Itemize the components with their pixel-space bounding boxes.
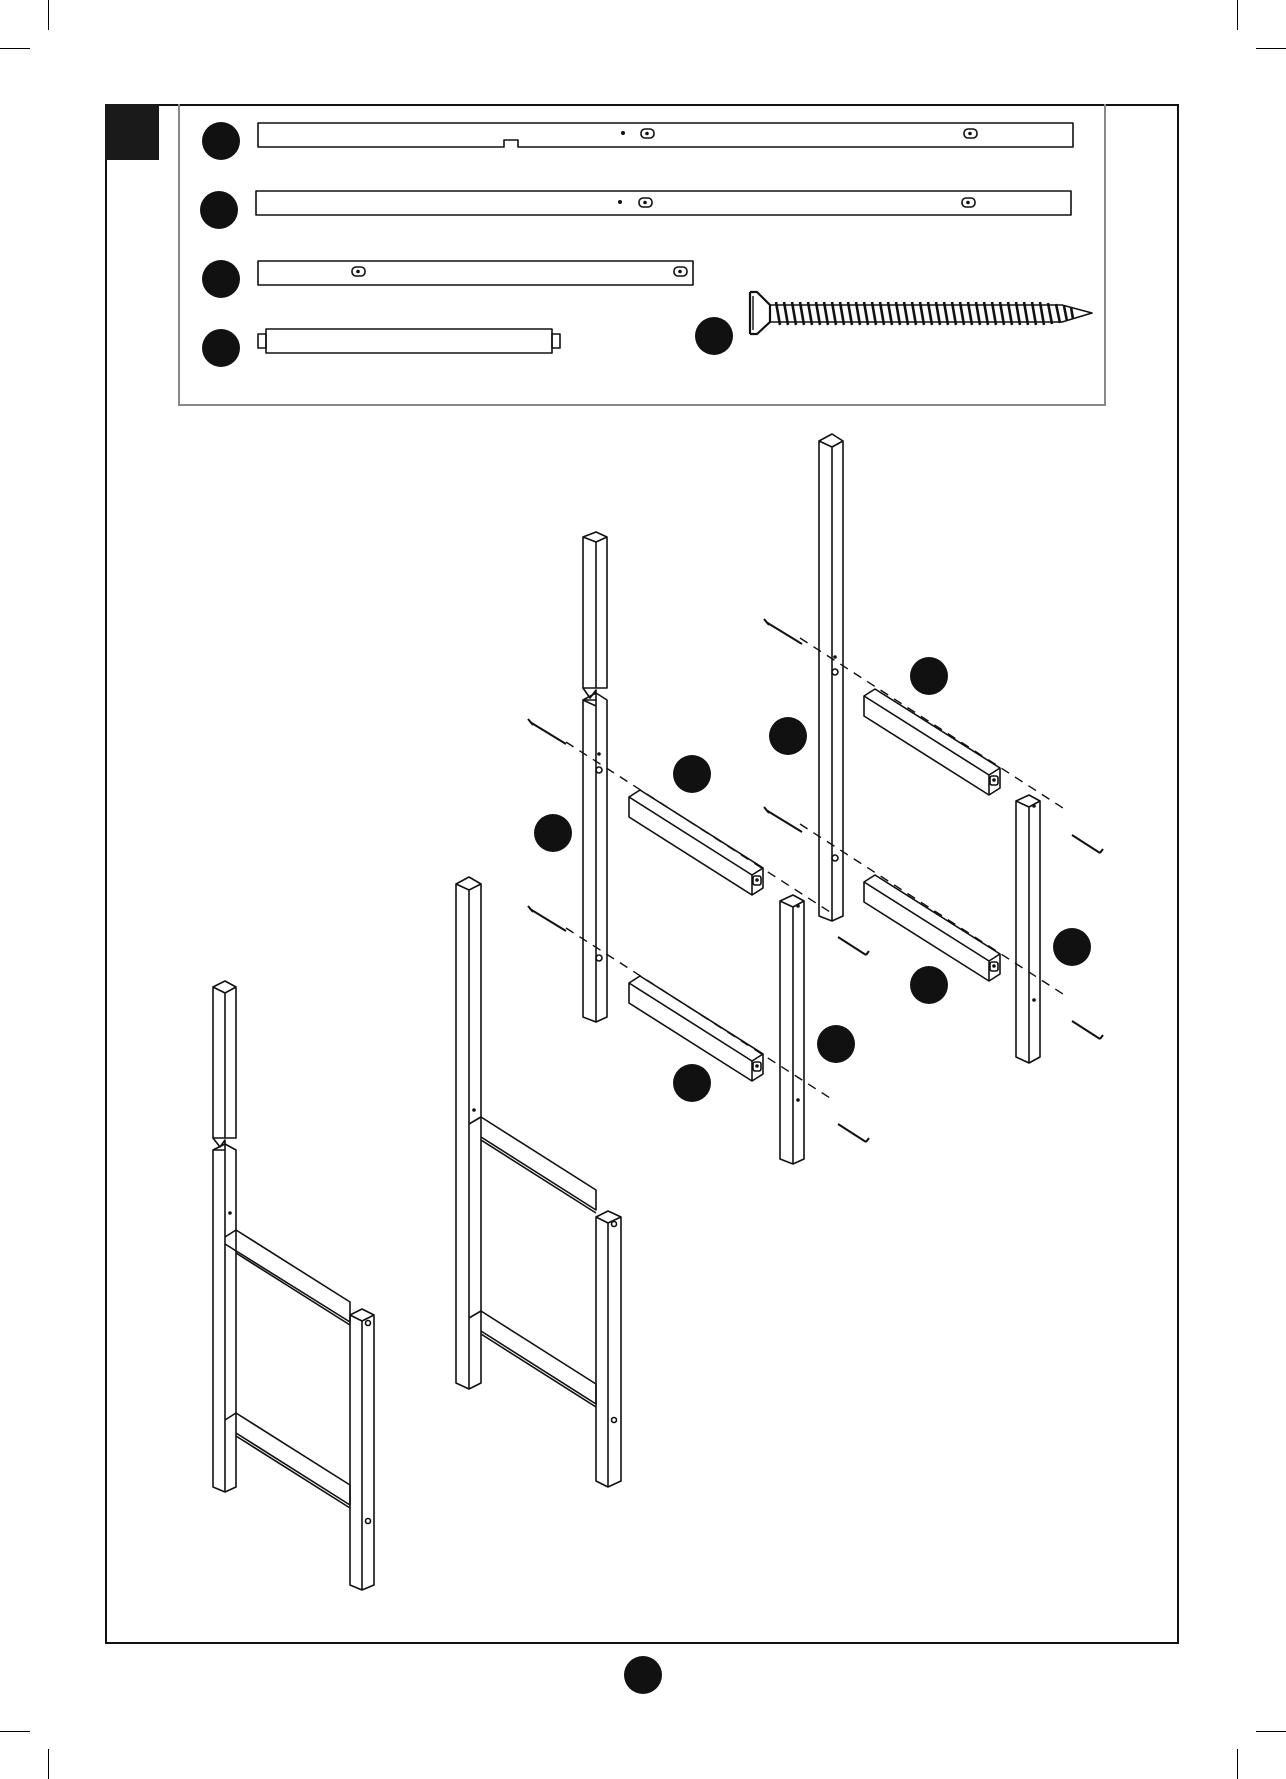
rail-hole	[621, 131, 625, 135]
part-label-circle	[1053, 928, 1091, 966]
rail-lower-right	[864, 875, 1000, 981]
rail-upper-right	[864, 689, 1000, 795]
part-label-circle	[673, 1064, 711, 1102]
part-label-circle	[534, 814, 572, 852]
page-number-circle	[624, 1656, 662, 1694]
part-label-circle	[910, 657, 948, 695]
part-label-circle	[910, 966, 948, 1004]
part-screw	[695, 292, 1092, 355]
wood-screw-icon	[838, 1124, 869, 1142]
exploded-assembly	[528, 434, 1103, 1164]
wood-screw-icon	[528, 906, 566, 931]
parts-list	[200, 122, 1092, 367]
part-label-circle	[202, 260, 240, 298]
wood-screw-icon	[750, 292, 1092, 334]
post-tall	[819, 434, 843, 921]
part-long-rail	[200, 191, 1071, 229]
part-label-circle	[673, 755, 711, 793]
part-label-circle	[202, 329, 240, 367]
part-label-circle	[200, 191, 238, 229]
part-label-circle	[769, 717, 807, 755]
short-rail	[258, 261, 693, 285]
part-label-circle	[695, 317, 733, 355]
rung-peg	[258, 334, 266, 348]
long-rail-notched	[258, 123, 1073, 147]
rung-body	[266, 329, 552, 353]
long-rail	[256, 191, 1071, 215]
wood-screw-icon	[764, 619, 802, 644]
post-short-front	[780, 895, 804, 1164]
post-notched	[583, 532, 607, 1022]
part-label-circle	[202, 122, 240, 160]
part-dowel-rung	[202, 329, 560, 367]
wood-screw-icon	[764, 807, 802, 832]
part-label-circle	[817, 1025, 855, 1063]
rung-peg	[552, 334, 560, 348]
wood-screw-icon	[1072, 835, 1103, 853]
wood-screw-icon	[528, 719, 566, 744]
part-long-rail-with-notch	[202, 122, 1073, 160]
part-short-rail	[202, 260, 693, 298]
assembly-guide-lines	[566, 638, 1066, 1098]
post-short-back	[1016, 795, 1040, 1063]
assembly-callouts	[534, 657, 1091, 1102]
wood-screw-icon	[1072, 1021, 1103, 1039]
rail-upper-left	[629, 790, 763, 895]
wood-screw-icon	[838, 937, 869, 955]
assembled-frame-left	[213, 981, 374, 1590]
rail-hole	[618, 200, 622, 204]
